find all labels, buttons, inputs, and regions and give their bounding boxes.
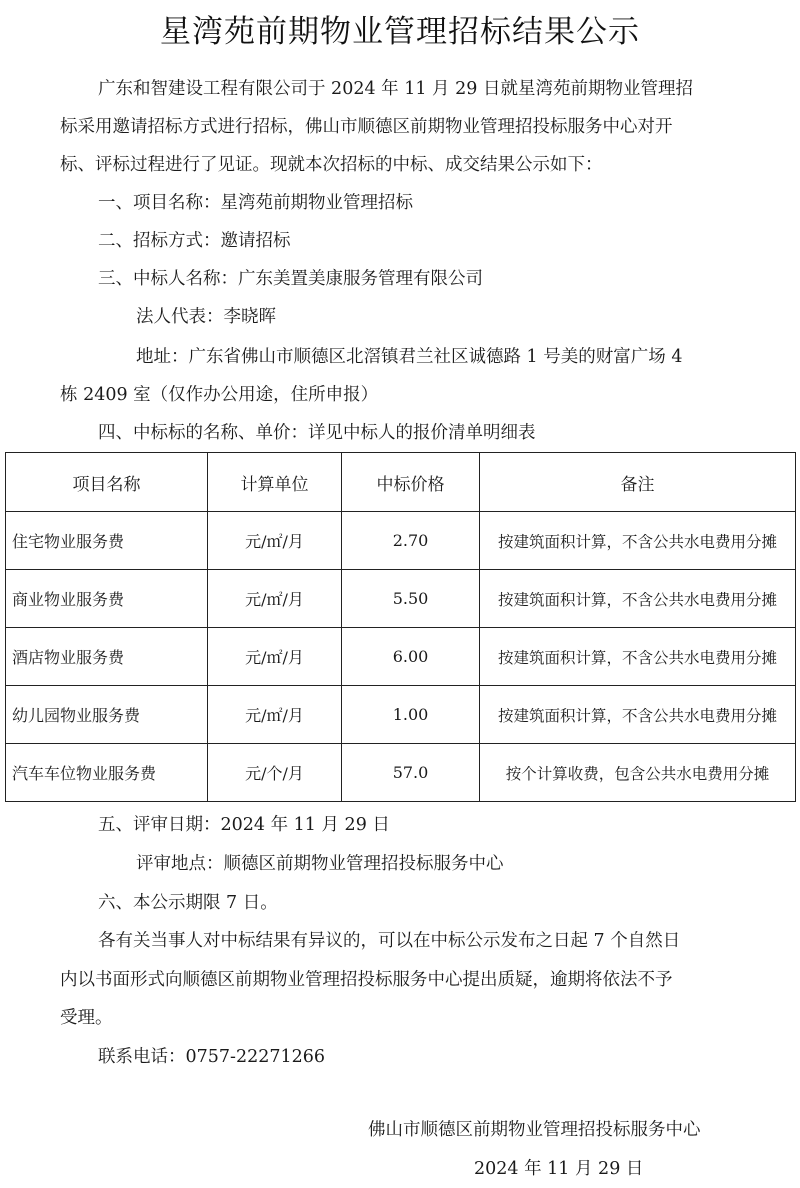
table-row — [6, 570, 796, 628]
cell-price: 1.00 — [342, 686, 480, 744]
cell-item-name: 幼儿园物业服务费 — [6, 686, 208, 744]
cell-price: 57.0 — [342, 744, 480, 802]
cell-item-name: 住宅物业服务费 — [6, 512, 208, 570]
intro-line-3: 标、评标过程进行了见证。现就本次招标的中标、成交结果公示如下： — [60, 155, 603, 175]
cell-unit: 元/㎡/月 — [208, 686, 342, 744]
table-row — [6, 512, 796, 570]
table-row — [6, 744, 796, 802]
cell-remark: 按建筑面积计算，不含公共水电费用分摊 — [480, 628, 796, 686]
cell-remark: 按建筑面积计算，不含公共水电费用分摊 — [480, 512, 796, 570]
intro-line-1: 广东和智建设工程有限公司于 2024 年 11 月 29 日就星湾苑前期物业管理招 — [98, 79, 693, 99]
table-row — [6, 686, 796, 744]
cell-unit: 元/个/月 — [208, 744, 342, 802]
objection-line-1: 各有关当事人对中标结果有异议的，可以在中标公示发布之日起 7 个自然日 — [98, 931, 681, 951]
cell-unit: 元/㎡/月 — [208, 628, 342, 686]
bid-price-table — [5, 452, 796, 802]
header-unit: 计算单位 — [208, 453, 342, 512]
address-line-2: 栋 2409 室（仅作办公用途，住所申报） — [60, 385, 379, 405]
page-title: 星湾苑前期物业管理招标结果公示 — [160, 14, 640, 50]
objection-line-3: 受理。 — [60, 1008, 113, 1028]
section-bid-method: 二、招标方式：邀请招标 — [98, 231, 291, 251]
cell-unit: 元/㎡/月 — [208, 570, 342, 628]
cell-remark: 按建筑面积计算，不含公共水电费用分摊 — [480, 570, 796, 628]
section-price-detail: 四、中标标的名称、单价：详见中标人的报价清单明细表 — [98, 423, 536, 443]
cell-remark: 按个计算收费，包含公共水电费用分摊 — [480, 744, 796, 802]
section-review-date: 五、评审日期：2024 年 11 月 29 日 — [98, 815, 390, 835]
cell-price: 6.00 — [342, 628, 480, 686]
signature-organization: 佛山市顺德区前期物业管理招投标服务中心 — [368, 1120, 701, 1140]
section-publicity-period: 六、本公示期限 7 日。 — [98, 893, 278, 913]
table-row — [6, 628, 796, 686]
intro-line-2: 标采用邀请招标方式进行招标，佛山市顺德区前期物业管理招投标服务中心对开 — [60, 117, 673, 137]
cell-remark: 按建筑面积计算，不含公共水电费用分摊 — [480, 686, 796, 744]
header-remark: 备注 — [480, 453, 796, 512]
header-item-name: 项目名称 — [6, 453, 208, 512]
review-place: 评审地点：顺德区前期物业管理招投标服务中心 — [136, 854, 504, 874]
address-line-1: 地址：广东省佛山市顺德区北滘镇君兰社区诚德路 1 号美的财富广场 4 — [136, 347, 683, 367]
cell-price: 5.50 — [342, 570, 480, 628]
header-price: 中标价格 — [342, 453, 480, 512]
section-project-name: 一、项目名称：星湾苑前期物业管理招标 — [98, 193, 413, 213]
cell-item-name: 汽车车位物业服务费 — [6, 744, 208, 802]
cell-price: 2.70 — [342, 512, 480, 570]
contact-phone: 联系电话：0757-22271266 — [98, 1047, 326, 1067]
cell-item-name: 商业物业服务费 — [6, 570, 208, 628]
legal-representative: 法人代表：李晓晖 — [136, 307, 276, 327]
section-winner: 三、中标人名称：广东美置美康服务管理有限公司 — [98, 269, 483, 289]
signature-date: 2024 年 11 月 29 日 — [474, 1159, 644, 1179]
table-header-row — [6, 453, 796, 512]
cell-item-name: 酒店物业服务费 — [6, 628, 208, 686]
cell-unit: 元/㎡/月 — [208, 512, 342, 570]
objection-line-2: 内以书面形式向顺德区前期物业管理招投标服务中心提出质疑，逾期将依法不予 — [60, 970, 673, 990]
